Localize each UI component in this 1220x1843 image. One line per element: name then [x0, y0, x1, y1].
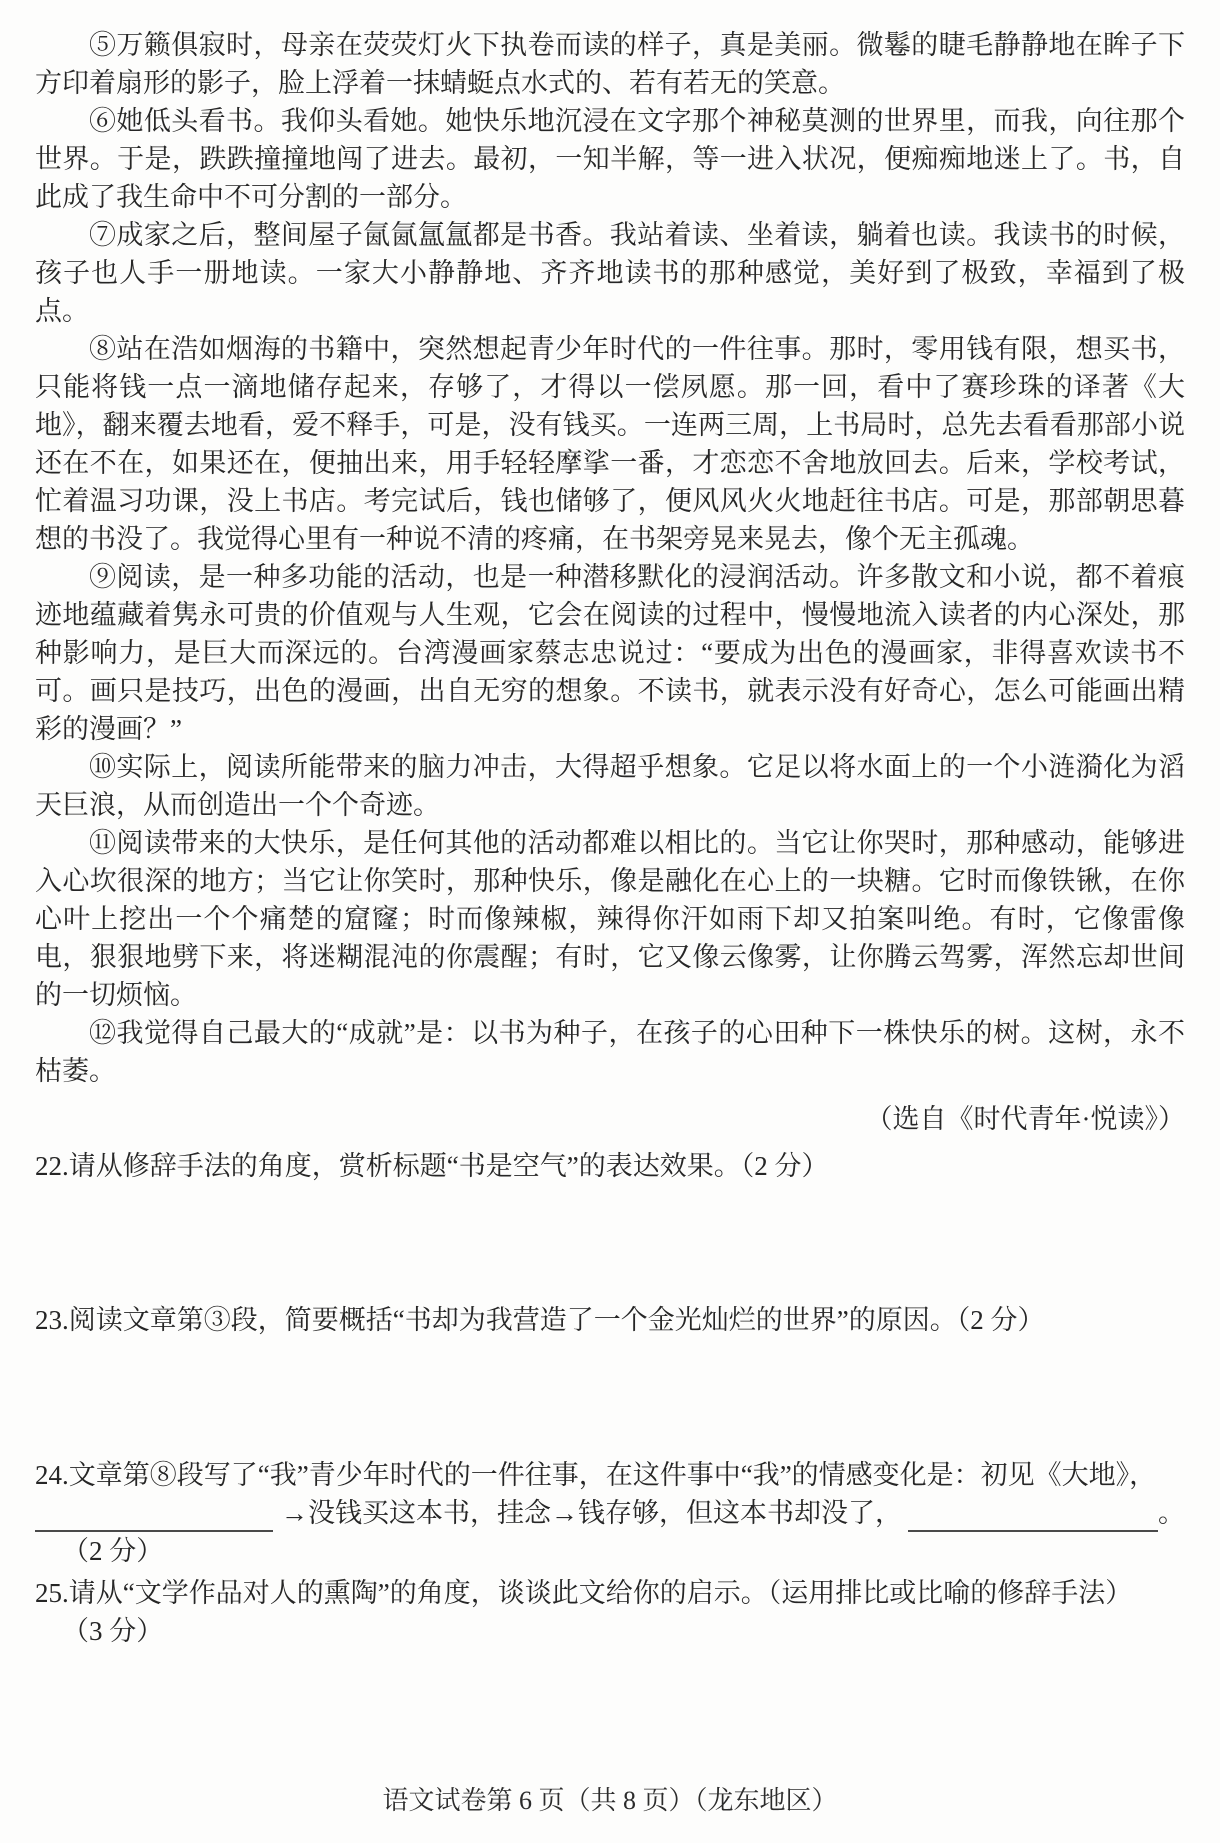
question-25-text: 请从“文学作品对人的熏陶”的角度，谈谈此文给你的启示。（运用排比或比喻的修辞手法）: [68, 1578, 1133, 1608]
question-24-number: 24.: [35, 1460, 69, 1490]
question-24-text: 文章第⑧段写了“我”青少年时代的一件往事，在这件事中“我”的情感变化是：初见《大地》，: [68, 1460, 1157, 1490]
page-footer: 语文试卷第 6 页（共 8 页）（龙东地区）: [382, 1786, 838, 1815]
question-25-line1: [35, 1574, 1185, 1612]
question-24-middle-text: →没钱买这本书，挂念→钱存够，但这本书却没了，: [281, 1498, 902, 1528]
question-22-number: 22.: [35, 1151, 69, 1181]
question-24-blank-line: [35, 1494, 1185, 1532]
question-22: [35, 1147, 1185, 1185]
paragraph-7: ⑦成家之后，整间屋子氤氤氲氲都是书香。我站着读、坐着读，躺着也读。我读书的时候，孩子也人手一册地读。一家大小静静地、齐齐地读书的那种感觉，美好到了极致，幸福到了极点。: [35, 220, 1185, 326]
question-23: [35, 1301, 1185, 1339]
question-25: [35, 1574, 1185, 1650]
paragraph-12: ⑫我觉得自己最大的“成就”是：以书为种子，在孩子的心田种下一株快乐的树。这树，永不枯萎。: [35, 1018, 1185, 1086]
question-23-number: 23.: [35, 1305, 69, 1335]
paragraph-5: ⑤万籁俱寂时，母亲在荧荧灯火下执卷而读的样子，真是美丽。微鬈的睫毛静静地在眸子下方印着扇形的影子，脸上浮着一抹蜻蜓点水式的、若有若无的笑意。: [35, 30, 1185, 98]
question-23-score: （2 分）: [956, 1305, 1045, 1335]
paragraph-10: ⑩实际上，阅读所能带来的脑力冲击，大得超乎想象。它足以将水面上的一个小涟漪化为滔天巨浪，从而创造出一个个奇迹。: [35, 752, 1185, 820]
question-24-score: （2 分）: [62, 1536, 164, 1566]
paragraph-8: ⑧站在浩如烟海的书籍中，突然想起青少年时代的一件往事。那时，零用钱有限，想买书，只能将钱一点一滴地储存起来，存够了，才得以一偿夙愿。那一回，看中了赛珍珠的译著《大地》，翻来覆去地看，爱不释手，可是，没有钱买。一连两三周，上书局时，总先去看看那部小说还在不在，如果还在，便抽出来，用手轻轻摩挲一番，才恋恋不舍地放回去。后来，学校考试，忙着温习功课，没上书店。考完试后，钱也储够了，便风风火火地赶往书店。可是，那部朝思暮想的书没了。我觉得心里有一种说不清的疼痛，在书架旁晃来晃去，像个无主孤魂。: [35, 334, 1185, 554]
answer-blank-2: [908, 1494, 1158, 1532]
question-24-period: 。: [1158, 1498, 1185, 1528]
question-24-line1: [35, 1456, 1185, 1494]
question-22-text: 请从修辞手法的角度，赏析标题“书是空气”的表达效果。: [68, 1151, 741, 1181]
question-25-number: 25.: [35, 1578, 69, 1608]
question-24: [35, 1456, 1185, 1570]
question-22-score: （2 分）: [740, 1151, 829, 1181]
paragraph-6: ⑥她低头看书。我仰头看她。她快乐地沉浸在文字那个神秘莫测的世界里，而我，向往那个世界。于是，跌跌撞撞地闯了进去。最初，一知半解，等一进入状况，便痴痴地迷上了。书，自此成了我生命中不可分割的一部分。: [35, 106, 1185, 212]
question-23-text: 阅读文章第③段，简要概括“书却为我营造了一个金光灿烂的世界”的原因。: [68, 1305, 957, 1335]
answer-blank-1: [35, 1494, 273, 1532]
paragraph-11: ⑪阅读带来的大快乐，是任何其他的活动都难以相比的。当它让你哭时，那种感动，能够进入心坎很深的地方；当它让你笑时，那种快乐，像是融化在心上的一块糖。它时而像铁锹，在你心叶上挖出一个个痛楚的窟窿；时而像辣椒，辣得你汗如雨下却又拍案叫绝。有时，它像雷像电，狠狠地劈下来，将迷糊混沌的你震醒；有时，它又像云像雾，让你腾云驾雾，浑然忘却世间的一切烦恼。: [35, 828, 1185, 1010]
paragraph-9: ⑨阅读，是一种多功能的活动，也是一种潜移默化的浸润活动。许多散文和小说，都不着痕迹地蕴藏着隽永可贵的价值观与人生观，它会在阅读的过程中，慢慢地流入读者的内心深处，那种影响力，是巨大而深远的。台湾漫画家蔡志忠说过：“要成为出色的漫画家，非得喜欢读书不可。画只是技巧，出色的漫画，出自无穷的想象。不读书，就表示没有好奇心，怎么可能画出精彩的漫画？”: [35, 562, 1185, 744]
question-25-score: （3 分）: [62, 1616, 164, 1646]
source-attribution: （选自《时代青年·悦读》）: [865, 1104, 1185, 1134]
